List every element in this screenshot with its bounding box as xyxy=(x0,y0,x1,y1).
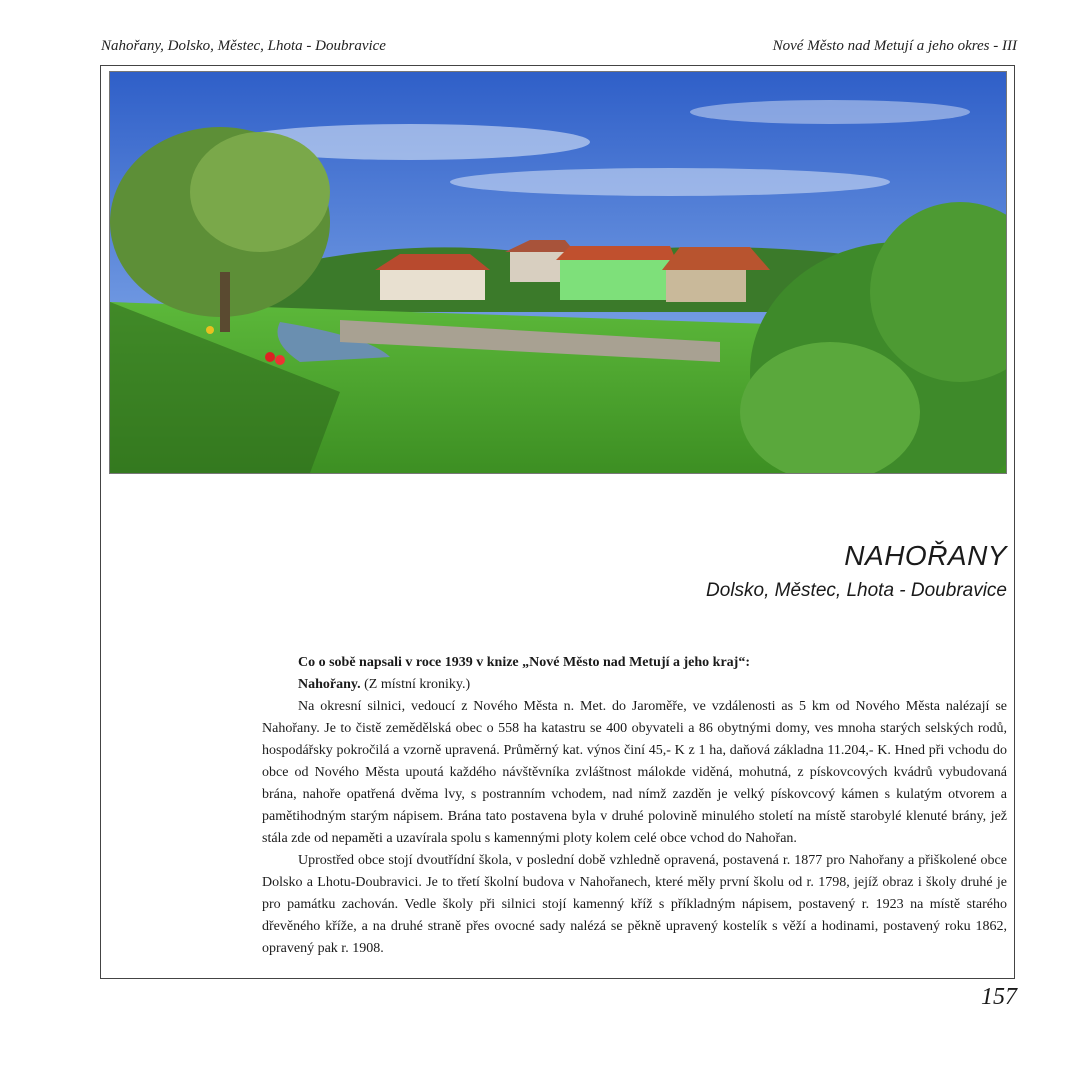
page-number: 157 xyxy=(981,984,1017,1010)
section-subtitle: Dolsko, Městec, Lhota - Doubravice xyxy=(706,580,1007,601)
place-label: Nahořany. xyxy=(298,677,361,692)
article-intro: Co o sobě napsali v roce 1939 v knize „Nové Město nad Metují a jeho kraj“: xyxy=(298,655,750,670)
village-landscape-photo xyxy=(109,71,1007,474)
article-paragraph-2: Uprostřed obce stojí dvoutřídní škola, v poslední době vzhledně opravená, postavená r. 1877 pro Nahořany a přiškolené obce Dolsko a Lhotu-Doubravici. Je to třetí školní budova v Nahořanech, které měly první školu od r. 1798, jejíž obraz i školy druhé je pro památku zachován. Vedle školy při silnici stojí kamenný kříž s příkladným nápisem, postavený r. 1923 na místě starého dřevěného kříže, a na druhé straně přes ovocné sady nalézá se pěkně upravený kostelík s věží a hodinami, postavený roku 1862, opravený pak r. 1908. xyxy=(262,853,1007,956)
place-note: (Z místní kroniky.) xyxy=(360,677,471,692)
running-head-left: Nahořany, Dolsko, Městec, Lhota - Doubravice xyxy=(101,38,386,54)
running-head-right: Nové Město nad Metují a jeho okres - III xyxy=(772,38,1017,54)
article-place-line xyxy=(262,674,1007,696)
article-body xyxy=(262,652,1007,960)
article-paragraph-1: Na okresní silnici, vedoucí z Nového Města n. Met. do Jaroměře, ve vzdálenosti as 5 km od Nového Města nalézají se Nahořany. Je to čistě zemědělská obec o 558 ha katastru se 400 obyvateli a 86 obytnými domy, ves mnoha starých selských rodů, hospodářsky pokročilá a vzorně upravená. Průměrný kat. výnos činí 45,- K z 1 ha, daňová základna 11.204,- K. Hned při vchodu do obce od Nového Města upoutá každého návštěvníka zvláštnost málokde viděná, mohutná, z pískovcových kvádrů vybudovaná brána, nahoře opatřená dvěma lvy, s postranním vchodem, nad nímž zazděn je velký pískovcový kámen s kulatým otvorem a pamětihodným starým nápisem. Brána tato postavena byla v druhé polovině minulého století na místě starobylé klenuté brány, jež stála zde od nepaměti a uzavírala spolu s kamennými ploty kolem celé obce vchod do Nahořan. xyxy=(262,699,1007,846)
section-title: NAHOŘANY xyxy=(844,540,1007,571)
